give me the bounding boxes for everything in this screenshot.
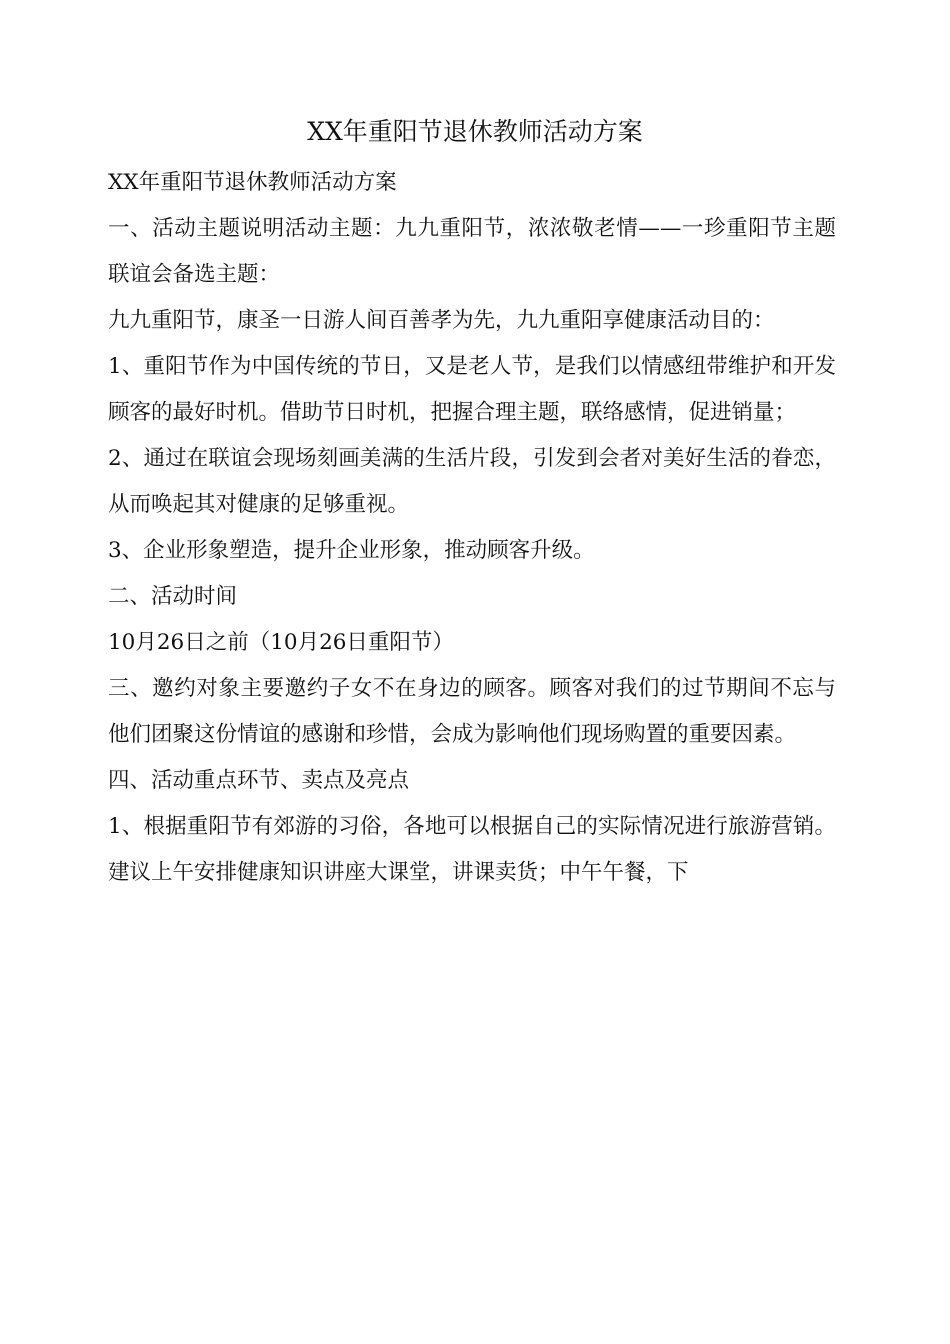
- paragraph-theme: 一、活动主题说明活动主题：九九重阳节，浓浓敬老情——一珍重阳节主题联谊会备选主题：: [108, 216, 836, 287]
- paragraph-invitees: 三、邀约对象主要邀约子女不在身边的顾客。顾客对我们的过节期间不忘与他们团聚这份情谊的感谢和珍惜，会成为影响他们现场购置的重要因素。: [108, 676, 836, 747]
- document-body: [108, 160, 836, 896]
- paragraph-purpose-2: 2、通过在联谊会现场刻画美满的生活片段，引发到会者对美好生活的眷恋，从而唤起其对健康的足够重视。: [108, 446, 836, 517]
- document-title: XX年重阳节退休教师活动方案: [307, 117, 643, 146]
- paragraph-subtitle: XX年重阳节退休教师活动方案: [108, 170, 397, 195]
- section-heading-highlights: 四、活动重点环节、卖点及亮点: [108, 768, 410, 793]
- paragraph-time: 10月26日之前（10月26日重阳节）: [108, 630, 454, 655]
- paragraph-purpose-3: 3、企业形象塑造，提升企业形象，推动顾客升级。: [108, 538, 595, 563]
- paragraph-purpose-1: 1、重阳节作为中国传统的节日，又是老人节，是我们以情感纽带维护和开发顾客的最好时机。借助节日时机，把握合理主题，联络感情，促进销量；: [108, 354, 836, 425]
- paragraph-highlight-1: 1、根据重阳节有郊游的习俗，各地可以根据自己的实际情况进行旅游营销。建议上午安排健康知识讲座大课堂，讲课卖货；中午午餐，下: [108, 814, 836, 885]
- paragraph-alt-theme: 九九重阳节，康圣一日游人间百善孝为先，九九重阳享健康活动目的：: [108, 308, 775, 333]
- section-heading-time: 二、活动时间: [108, 584, 238, 609]
